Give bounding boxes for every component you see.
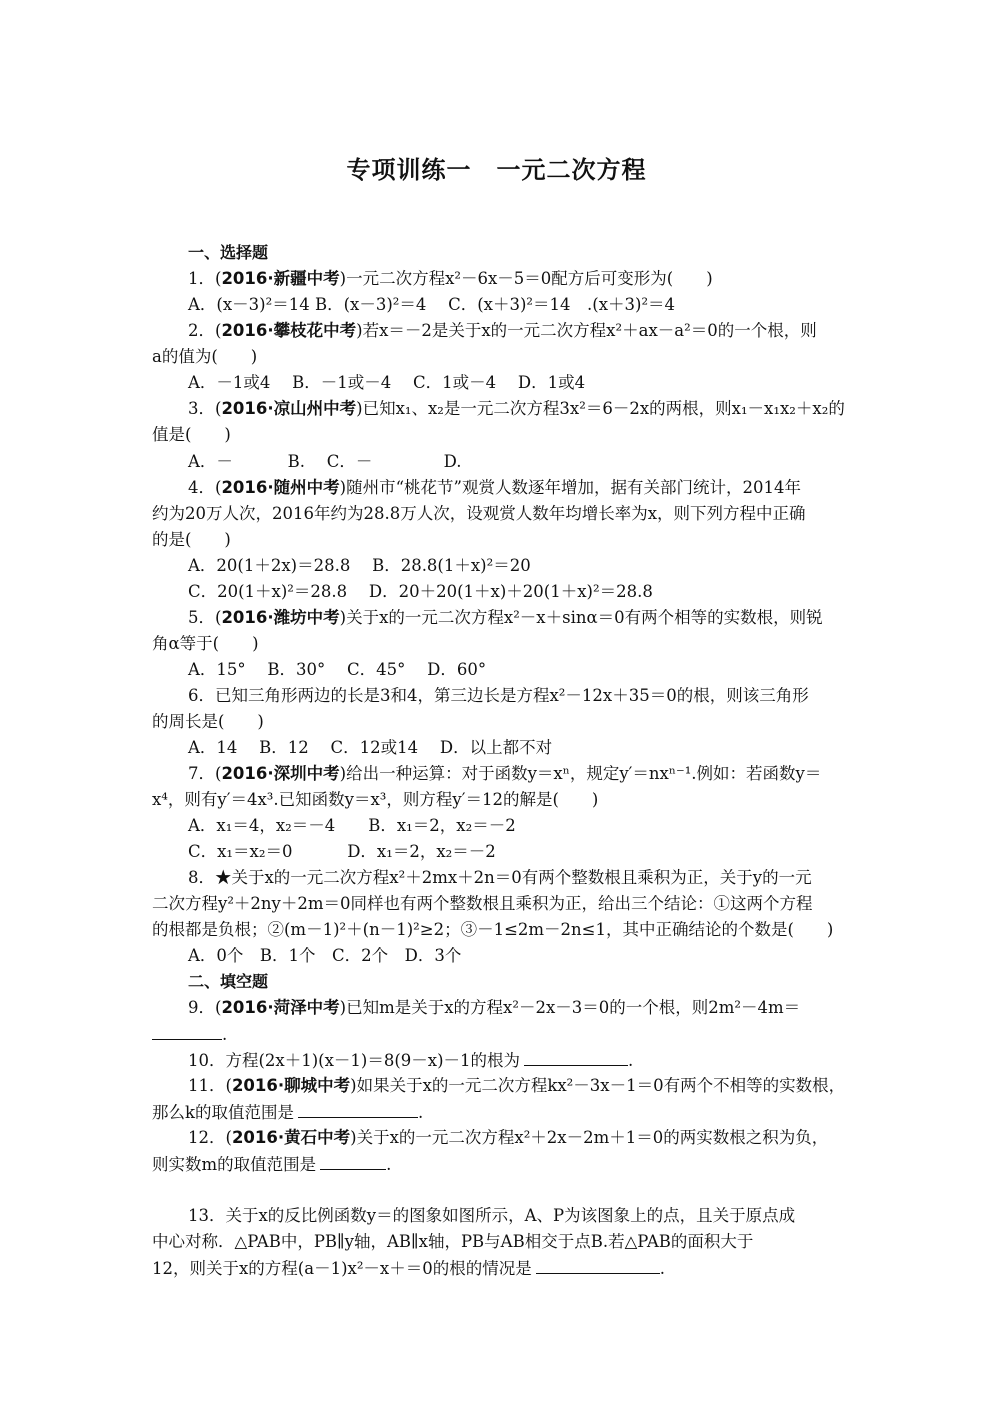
- question-8-cont2: 的根都是负根；②(m－1)²＋(n－1)²≥2；③－1≤2m－2n≤1，其中正确结论的个数是( ): [152, 920, 834, 939]
- question-1: 1．(2016·新疆中考)一元二次方程x²－6x－5＝0配方后可变形为( ): [188, 269, 713, 288]
- question-12: 12．(2016·黄石中考)关于x的一元二次方程x²＋2x－2m＋1＝0的两实数根之积为负，: [188, 1128, 829, 1147]
- question-3-cont: 值是( ): [152, 425, 231, 444]
- question-7: 7．(2016·深圳中考)给出一种运算：对于函数y＝xⁿ，规定y′＝nxⁿ⁻¹.例如：若函数y＝: [188, 764, 822, 783]
- question-1-options: A．(x－3)²＝14 B．(x－3)²＝4 C．(x＋3)²＝14 .(x＋3)²＝4: [188, 295, 676, 314]
- question-8-options: A．0个 B．1个 C．2个 D．3个: [188, 946, 462, 965]
- question-4-cont: 约为20万人次，2016年约为28.8万人次，设观赏人数年均增长率为x，则下列方程中正确: [152, 504, 806, 523]
- question-7-cont: x⁴，则有y′＝4x³.已知函数y＝x³，则方程y′＝12的解是( ): [152, 790, 599, 809]
- question-10: 10．方程(2x＋1)(x－1)＝8(9－x)－1的根为 .: [188, 1051, 634, 1070]
- section-fill-heading: 二、填空题: [188, 972, 269, 991]
- question-4-cont2: 的是( ): [152, 530, 231, 549]
- question-4-options-1: A．20(1＋2x)＝28.8 B．28.8(1＋x)²＝20: [188, 556, 531, 575]
- question-13: 13．关于x的反比例函数y＝的图象如图所示，A、P为该图象上的点，且关于原点成: [188, 1206, 796, 1225]
- question-8-cont: 二次方程y²＋2ny＋2m＝0同样也有两个整数根且乘积为正，给出三个结论：①这两个方程: [152, 894, 813, 913]
- answer-blank-10[interactable]: [524, 1049, 628, 1066]
- answer-blank-9[interactable]: [152, 1023, 222, 1040]
- question-2-cont: a的值为( ): [152, 347, 258, 366]
- question-12-cont: 则实数m的取值范围是 .: [152, 1155, 392, 1174]
- question-7-options-2: C．x₁＝x₂＝0 D．x₁＝2，x₂＝－2: [188, 842, 496, 861]
- section-choice-heading: 一、选择题: [188, 243, 269, 262]
- question-3-options: A．－ B. C．－ D.: [188, 452, 462, 471]
- question-9-cont: .: [152, 1023, 227, 1046]
- question-8: 8．★关于x的一元二次方程x²＋2mx＋2n＝0有两个整数根且乘积为正，关于y的一元: [188, 868, 812, 887]
- answer-blank-12[interactable]: [320, 1153, 386, 1170]
- question-4-options-2: C．20(1＋x)²＝28.8 D．20＋20(1＋x)＋20(1＋x)²＝28.8: [188, 582, 653, 601]
- question-11-cont: 那么k的取值范围是 .: [152, 1103, 424, 1122]
- question-4: 4．(2016·随州中考)随州市“桃花节”观赏人数逐年增加，据有关部门统计，2014年: [188, 478, 801, 497]
- answer-blank-11[interactable]: [298, 1101, 418, 1118]
- question-5-options: A．15° B．30° C．45° D．60°: [188, 660, 487, 679]
- page-title: 专项训练一 一元二次方程: [346, 156, 647, 184]
- question-13-cont: 中心对称．△PAB中，PB∥y轴，AB∥x轴，PB与AB相交于点B.若△PAB的面积大于: [152, 1232, 754, 1251]
- question-2: 2．(2016·攀枝花中考)若x＝－2是关于x的一元二次方程x²＋ax－a²＝0的一个根，则: [188, 321, 817, 340]
- question-2-options: A．－1或4 B．－1或－4 C．1或－4 D．1或4: [188, 373, 586, 392]
- question-7-options-1: A．x₁＝4，x₂＝－4 B．x₁＝2，x₂＝－2: [188, 816, 516, 835]
- question-6-cont: 的周长是( ): [152, 712, 264, 731]
- question-5: 5．(2016·潍坊中考)关于x的一元二次方程x²－x＋sinα＝0有两个相等的实数根，则锐: [188, 608, 823, 627]
- question-5-cont: 角α等于( ): [152, 634, 259, 653]
- question-13-cont2: 12，则关于x的方程(a－1)x²－x＋＝0的根的情况是 .: [152, 1259, 665, 1278]
- question-6: 6．已知三角形两边的长是3和4，第三边长是方程x²－12x＋35＝0的根，则该三角形: [188, 686, 809, 705]
- question-3: 3．(2016·凉山州中考)已知x₁、x₂是一元二次方程3x²＝6－2x的两根，则x₁－x₁x₂＋x₂的: [188, 399, 845, 418]
- answer-blank-13[interactable]: [536, 1257, 660, 1274]
- question-9: 9．(2016·菏泽中考)已知m是关于x的方程x²－2x－3＝0的一个根，则2m²－4m＝: [188, 998, 801, 1017]
- question-11: 11．(2016·聊城中考)如果关于x的一元二次方程kx²－3x－1＝0有两个不相等的实数根，: [188, 1076, 846, 1095]
- question-6-options: A．14 B．12 C．12或14 D．以上都不对: [188, 738, 553, 757]
